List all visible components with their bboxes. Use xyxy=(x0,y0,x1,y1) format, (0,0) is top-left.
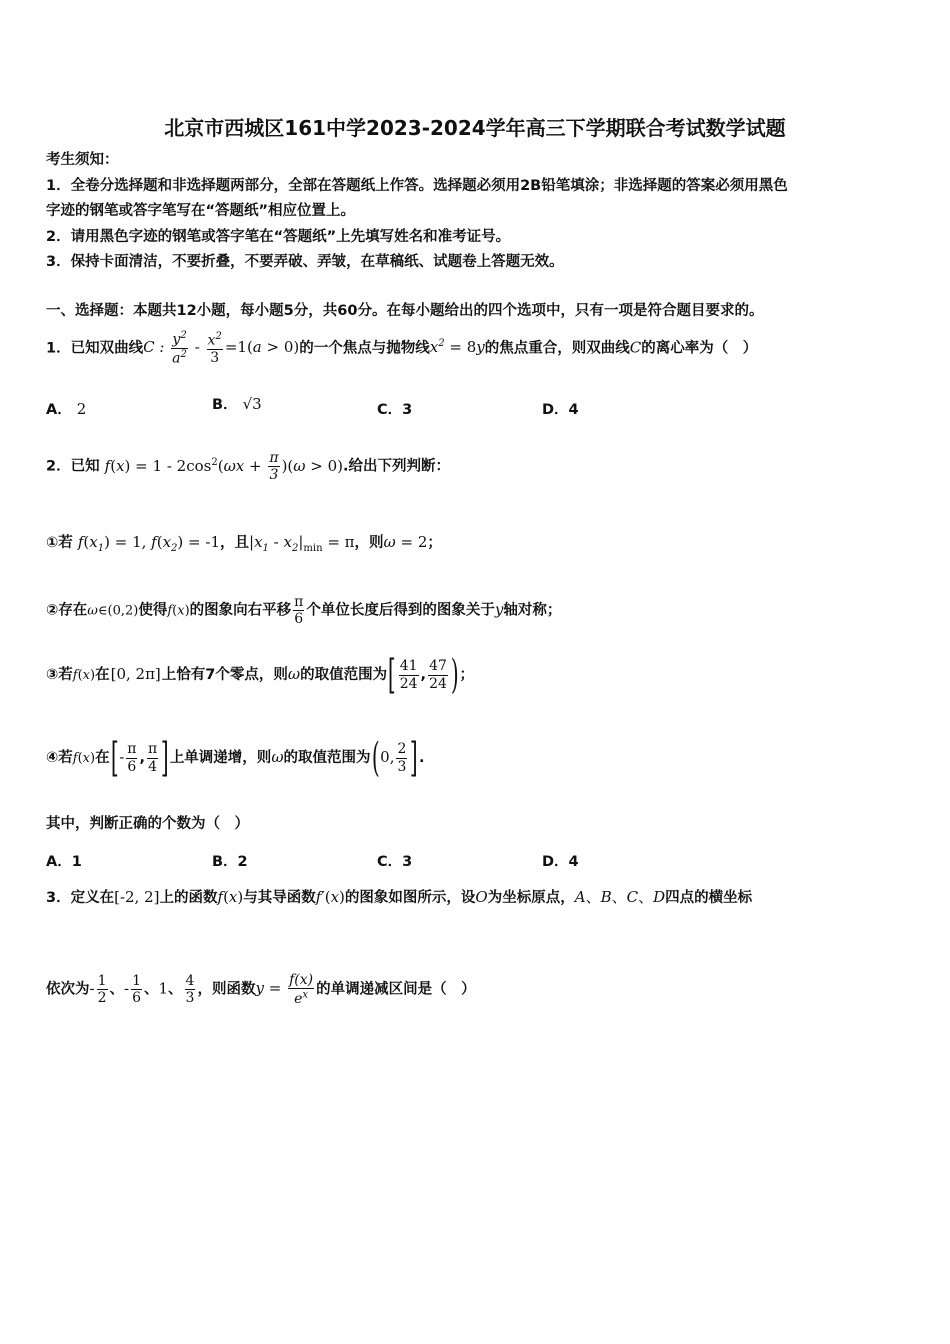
q2-s2-y: y xyxy=(494,600,504,619)
q3-prefix: 3．定义在 xyxy=(46,890,115,906)
q2-question: 其中，判断正确的个数为（ ） xyxy=(46,816,249,832)
q1-parabola-formula: $x^2 = 8y$ xyxy=(429,338,485,357)
notice-item-3: 3．保持卡面清洁，不要折叠，不要弄破、弄皱，在草稿纸、试题卷上答题无效。 xyxy=(46,254,564,270)
q2-s4-fx: f(x) xyxy=(72,751,96,766)
q2-s3-end: ； xyxy=(459,667,474,683)
q2-statement-4: ④若f(x)在[- $\frac{\pi}{6}$ , $\frac{\pi}{4}$ ]上单调递增，则ω的取值范围为(0, $\frac{2}{3}$ ]. xyxy=(46,735,425,781)
section-heading: 一、选择题：本题共12小题，每小题5分，共60分。在每小题给出的四个选项中，只有一项是符合题目要求的。 xyxy=(46,303,764,319)
q2-s3-high: $\frac{47}{24}$ xyxy=(429,658,447,692)
q2-s4-mid2: 上单调递增，则 xyxy=(169,750,272,766)
q1-mid: 的一个焦点与抛物线 xyxy=(299,340,430,357)
q2-s3-interval: [0, 2π] xyxy=(110,665,161,683)
q2-s3-mid2: 上恰有7个零点，则 xyxy=(161,667,288,683)
q2-s3-omega: ω xyxy=(287,665,301,683)
question-1 xyxy=(46,330,757,367)
q3-x-d: $\frac{4}{3}$ xyxy=(185,972,195,1006)
q2-s4-omega: ω xyxy=(271,748,284,766)
q2-s4-zero: 0, xyxy=(380,748,395,766)
q2-s2-mid2: 的图象向右平移 xyxy=(189,602,292,619)
q2-s4-mid: 在 xyxy=(95,750,110,766)
q1-option-b[interactable]: B． √3 xyxy=(212,395,262,413)
q2-suffix: .给出下列判断： xyxy=(343,458,451,475)
question-3 xyxy=(46,888,752,907)
q2-s4-minus: - xyxy=(119,748,125,766)
q2-s4-high: $\frac{\pi}{4}$ xyxy=(148,741,158,775)
q3-line2-end: 的单调递减区间是（ ） xyxy=(316,981,476,998)
q3-mid4: 为坐标原点， xyxy=(487,890,575,906)
q3-mid1: 上的函数 xyxy=(159,890,218,906)
q2-s1-min-distance: $|x_1 - x_2|_{min} = \pi$ xyxy=(249,533,355,554)
q2-option-d[interactable]: D．4 xyxy=(542,854,579,870)
q3-x-b: $\frac{1}{6}$ xyxy=(132,972,141,1006)
q2-option-a[interactable]: A．1 xyxy=(46,854,82,870)
q2-s4-prefix: ④若 xyxy=(46,750,73,766)
q3-mid5: 四点的横坐标 xyxy=(665,890,753,906)
q2-s2-mid: 使得 xyxy=(138,602,168,619)
q2-s4-low: $\frac{\pi}{6}$ xyxy=(127,741,137,775)
q3-mid2: 与其导函数 xyxy=(243,890,316,906)
q2-s3-fx: f(x) xyxy=(72,668,96,683)
notice-item-1a: 1．全卷分选择题和非选择题两部分，全部在答题纸上作答。选择题必须用2B铅笔填涂；非选择题的答案必须用黑色 xyxy=(46,178,788,194)
q3-fx: f(x) xyxy=(217,888,244,906)
q2-option-b[interactable]: B．2 xyxy=(212,854,248,870)
q2-s1-mid2: ，则 xyxy=(354,535,384,551)
q3-points: A、B、C、D xyxy=(574,888,666,906)
q1-option-a[interactable]: A． 2 xyxy=(46,400,87,418)
q2-s3-prefix: ③若 xyxy=(46,667,73,683)
notice-item-1b: 字迹的钢笔或答字笔写在“答题纸”相应位置上。 xyxy=(46,203,356,219)
q2-s3-low: $\frac{41}{24}$ xyxy=(399,658,418,692)
q2-prefix: 2．已知 xyxy=(46,458,100,475)
notice-item-2: 2．请用黑色字迹的钢笔或答字笔在“答题纸”上先填写姓名和准考证号。 xyxy=(46,229,511,245)
q3-origin: O xyxy=(475,888,488,906)
page-title: 北京市西城区161中学2023-2024学年高三下学期联合考试数学试题 xyxy=(164,116,786,140)
q2-s1-end: ； xyxy=(427,535,442,551)
q2-s4-range-high: $\frac{2}{3}$ xyxy=(397,741,407,775)
q2-function-formula: $f(x) = 1 - 2\cos^2(\omega x$ + $\frac{\pi}{3}$ )(ω > 0) xyxy=(104,450,344,484)
q2-s2-omega-range: ω∈(0,2) xyxy=(87,603,139,619)
q2-s1-prefix: ①若 xyxy=(46,535,73,551)
q3-x-a: $\frac{1}{2}$ xyxy=(97,972,107,1006)
q1-option-b-value: √3 xyxy=(242,395,262,413)
question-2 xyxy=(46,450,450,483)
q2-s2-fx: f(x) xyxy=(167,603,190,619)
q1-prefix: 1．已知双曲线 xyxy=(46,340,144,357)
q3-domain: [-2, 2] xyxy=(114,888,160,906)
question-3-line-2: 依次为- $\frac{1}{2}$ 、- $\frac{1}{6}$ 、1、 $\frac{4}{3}$ ，则函数y = $\frac{f(x)}{e^x}$ 的单调递减区间是（ ） xyxy=(46,972,476,1007)
q2-s4-mid3: 的取值范围为 xyxy=(283,750,371,766)
q3-line2-prefix: 依次为 xyxy=(46,981,90,998)
q2-s2-prefix: ②存在 xyxy=(46,602,88,619)
q3-mid3: 的图象如图所示，设 xyxy=(344,890,476,906)
q2-s1-omega: ω = 2 xyxy=(383,533,428,551)
q3-fpx: f′(x) xyxy=(315,888,345,906)
q2-s4-end: . xyxy=(419,750,425,766)
q1-option-a-value: 2 xyxy=(76,400,87,418)
q2-s2-mid3: 个单位长度后得到的图象关于 xyxy=(306,602,495,619)
q2-s2-shift: $\frac{\pi}{6}$ xyxy=(294,594,304,628)
q1-option-c[interactable]: C．3 xyxy=(377,402,413,418)
q3-function-y: y = $\frac{f(x)}{e^x}$ xyxy=(255,972,314,1007)
q2-statement-2 xyxy=(46,594,561,627)
q2-s1-mid: ，且 xyxy=(220,535,249,551)
q3-x-c: 1 xyxy=(158,979,169,998)
q1-hyperbola-formula: C : $\frac{y^2}{a^2}$ - $\frac{x^2}{3}$ =1(a > 0) xyxy=(143,330,300,367)
q3-line2-mid: ，则函数 xyxy=(197,981,256,998)
q1-suffix: 的离心率为（ ） xyxy=(641,340,758,357)
q1-mid2: 的焦点重合，则双曲线 xyxy=(484,340,630,357)
q2-statement-3: ③若f(x)在[0, 2π]上恰有7个零点，则ω的取值范围为[ $\frac{41}{24}$ , $\frac{47}{24}$ )； xyxy=(46,652,474,698)
q2-s3-mid3: 的取值范围为 xyxy=(300,667,388,683)
q2-s2-end: 轴对称； xyxy=(503,602,562,619)
q2-option-c[interactable]: C．3 xyxy=(377,854,413,870)
q2-statement-1 xyxy=(46,533,442,555)
q2-s3-mid: 在 xyxy=(95,667,110,683)
q2-s1-condition: $f(x_1) = 1$, $f(x_2) = -1$ xyxy=(77,533,220,554)
q1-curve-c: C xyxy=(629,338,642,357)
notice-heading: 考生须知： xyxy=(46,152,119,168)
q1-option-d[interactable]: D．4 xyxy=(542,402,579,418)
